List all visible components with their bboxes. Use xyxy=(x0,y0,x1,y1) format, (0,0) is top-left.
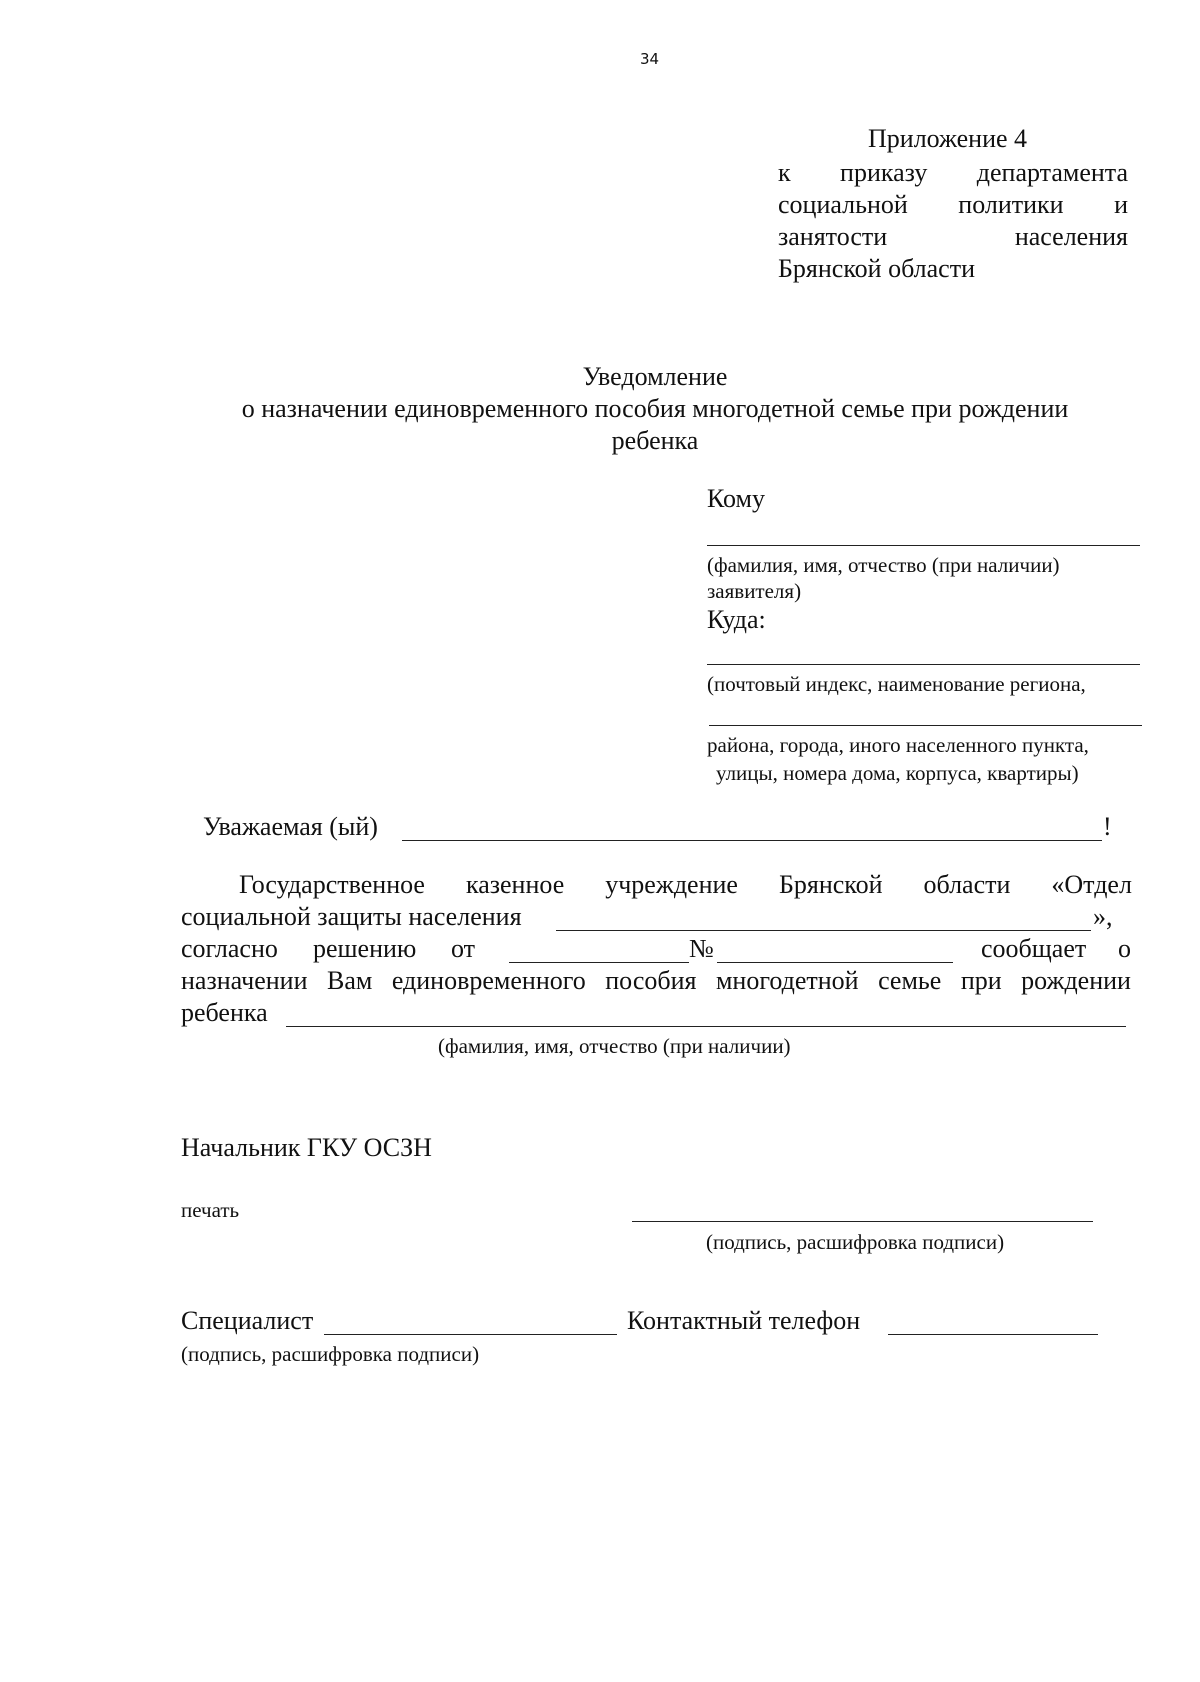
body-line-3-c: от xyxy=(451,934,476,963)
document-subtitle-line-1: о назначении единовременного пособия многодетной семье при рождении xyxy=(241,394,1069,423)
where-hint-3: улицы, номера дома, корпуса, квартиры) xyxy=(716,761,1079,785)
where-hint-1: (почтовый индекс, наименование региона, xyxy=(707,672,1086,696)
child-name-hint: (фамилия, имя, отчество (при наличии) xyxy=(438,1034,791,1058)
where-hint-2: района, города, иного населенного пункта, xyxy=(707,733,1089,757)
where-line-1 xyxy=(707,664,1140,665)
to-hint-line-2: заявителя) xyxy=(707,579,802,603)
document-subtitle-line-2: ребенка xyxy=(611,426,699,455)
to-name-line xyxy=(707,545,1140,546)
decision-number-line xyxy=(717,962,953,963)
greeting-label: Уважаемая (ый) xyxy=(203,812,378,841)
head-signature-hint: (подпись, расшифровка подписи) xyxy=(706,1230,1005,1254)
body-line-2-start: социальной защиты населения xyxy=(181,902,522,931)
to-hint-line-1: (фамилия, имя, отчество (при наличии) xyxy=(707,553,1060,577)
head-signature-line xyxy=(632,1221,1093,1222)
body-line-3-e: о xyxy=(1118,934,1131,963)
appendix-line-3: занятости населения xyxy=(778,222,1128,251)
appendix-line-4: Брянской области xyxy=(778,254,975,283)
body-line-4: назначении Вам единовременного пособия многодетной семье при рождении xyxy=(181,966,1131,995)
specialist-signature-line xyxy=(324,1334,617,1335)
body-line-2-end: », xyxy=(1093,902,1113,931)
department-name-line xyxy=(556,930,1091,931)
decision-date-line xyxy=(509,962,689,963)
page-number: 34 xyxy=(640,50,660,68)
body-line-3-b: решению xyxy=(313,934,417,963)
appendix-line-1: к приказу департамента xyxy=(778,158,1128,187)
body-line-5-start: ребенка xyxy=(181,998,268,1027)
appendix-title: Приложение 4 xyxy=(868,124,1028,153)
seal-label: печать xyxy=(181,1198,240,1222)
specialist-signature-hint: (подпись, расшифровка подписи) xyxy=(181,1342,480,1366)
body-line-3-d: сообщает xyxy=(981,934,1087,963)
where-line-2 xyxy=(709,725,1142,726)
greeting-name-line xyxy=(402,840,1102,841)
body-line-1: Государственное казенное учреждение Брянской области «Отдел xyxy=(239,870,1132,899)
child-name-line xyxy=(286,1026,1126,1027)
where-label: Куда: xyxy=(707,605,766,634)
head-title: Начальник ГКУ ОСЗН xyxy=(181,1133,432,1162)
phone-label: Контактный телефон xyxy=(627,1306,861,1335)
phone-line xyxy=(888,1334,1098,1335)
specialist-label: Специалист xyxy=(181,1306,314,1335)
greeting-exclamation: ! xyxy=(1103,812,1112,841)
body-line-3-a: согласно xyxy=(181,934,278,963)
appendix-line-2: социальной политики и xyxy=(778,190,1128,219)
document-title: Уведомление xyxy=(582,362,728,391)
decision-number-sign: № xyxy=(689,934,714,963)
to-label: Кому xyxy=(707,484,766,513)
